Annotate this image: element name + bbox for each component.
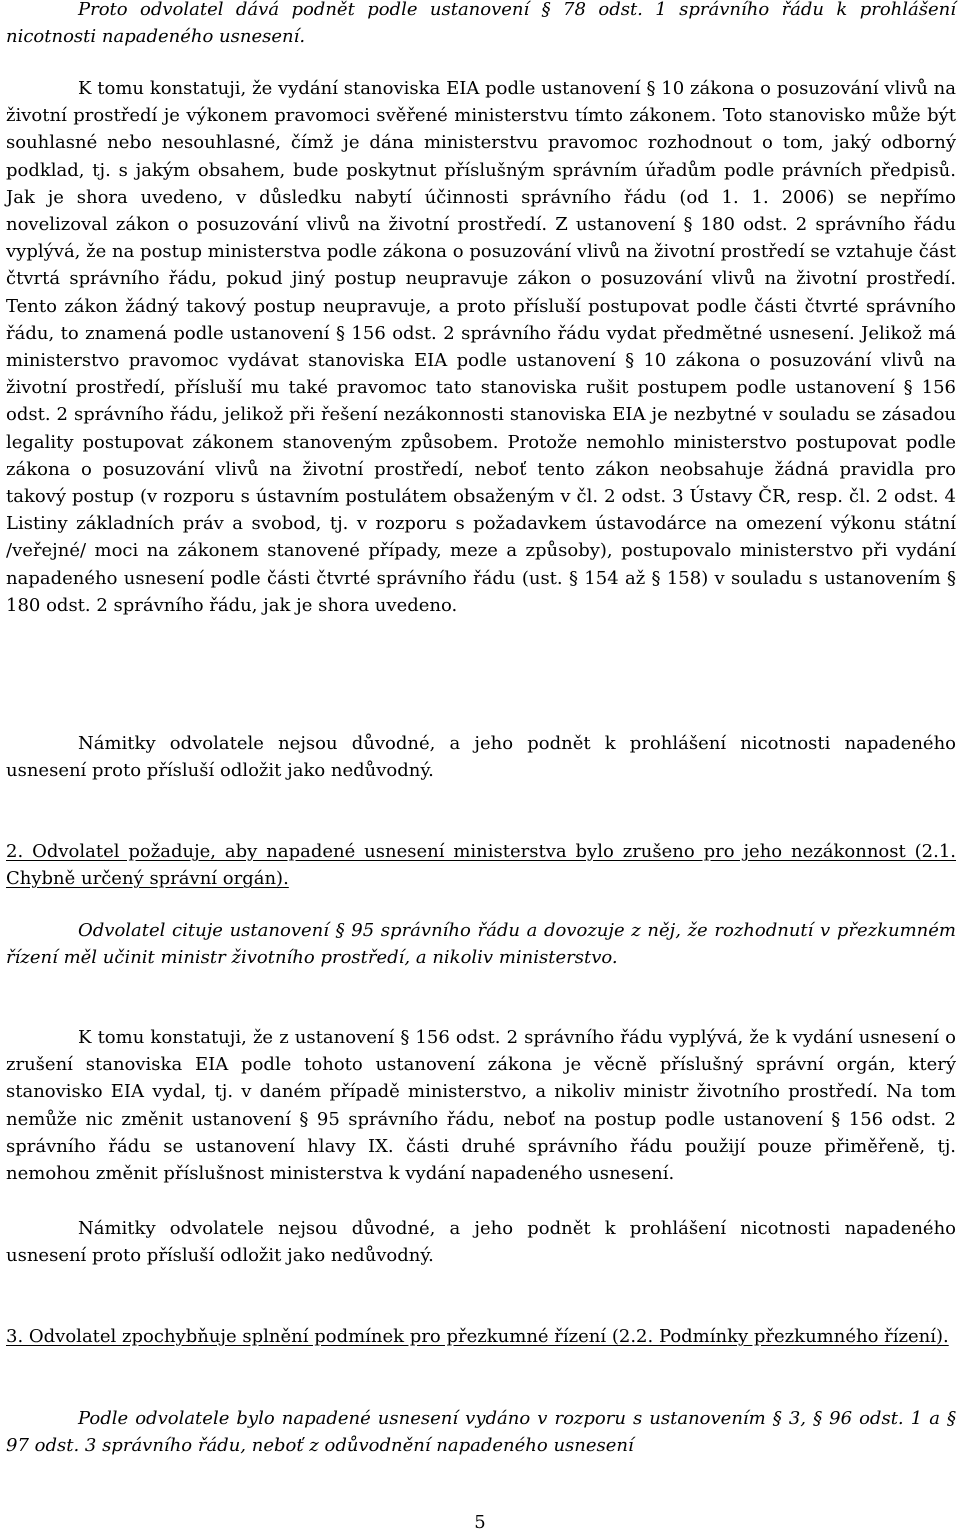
response-paragraph-2: K tomu konstatuji, že z ustanovení § 156 odst. 2 správního řádu vyplývá, že k vydání usnesení o zrušení stanoviska EIA podle tohoto ustanovení zákona je věcně příslušný správní orgán, který stanovisko EIA vydal, tj. v daném případě ministerstvo, a nikoliv ministr životního prostředí. Na tom nemůže nic změnit ustanovení § 95 správního řádu, neboť na postup podle ustanovení § 156 odst. 2 správního řádu se ustanovení hlavy IX. části druhé správního řádu použijí pouze přiměřeně, tj. nemohou změnit příslušnost ministerstva k vydání napadeného usnesení.	[6, 1027, 956, 1185]
conclusion-paragraph-2: Námitky odvolatele nejsou důvodné, a jeho podnět k prohlášení nicotnosti napadeného usnesení proto přísluší odložit jako nedůvodný.	[6, 1218, 956, 1267]
document-page	[6, 0, 956, 1537]
conclusion-paragraph-1: Námitky odvolatele nejsou důvodné, a jeho podnět k prohlášení nicotnosti napadeného usnesení proto přísluší odložit jako nedůvodný.	[6, 733, 956, 782]
section-2-heading: 2. Odvolatel požaduje, aby napadené usnesení ministerstva bylo zrušeno pro jeho nezákonnost (2.1. Chybně určený správní orgán).	[6, 841, 956, 890]
section-3-quote: Podle odvolatele bylo napadené usnesení vydáno v rozporu s ustanovením § 3, § 96 odst. 1 a § 97 odst. 3 správního řádu, neboť z odůvodnění napadeného usnesení	[6, 1408, 956, 1457]
page-number: 5	[474, 1512, 486, 1533]
section-3-heading: 3. Odvolatel zpochybňuje splnění podmínek pro přezkumné řízení (2.2. Podmínky přezkumného řízení).	[6, 1326, 949, 1347]
section-2-quote: Odvolatel cituje ustanovení § 95 správního řádu a dovozuje z něj, že rozhodnutí v přezkumném řízení měl učinit ministr životního prostředí, a nikoliv ministerstvo.	[6, 920, 956, 969]
response-paragraph-1: K tomu konstatuji, že vydání stanoviska EIA podle ustanovení § 10 zákona o posuzování vlivů na životní prostředí je výkonem pravomoci svěřené ministerstvu tímto zákonem. Toto stanovisko může být souhlasné nebo nesouhlasné, čímž je dána ministerstvu pravomoc rozhodnout o tom, jaký odborný podklad, tj. s jakým obsahem, bude poskytnut příslušným správním úřadům podle právních předpisů. Jak je shora uvedeno, v důsledku nabytí účinnosti správního řádu (od 1. 1. 2006) se nepřímo novelizoval zákon o posuzování vlivů na životní prostředí. Z ustanovení § 180 odst. 2 správního řádu vyplývá, že na postup ministerstva podle zákona o posuzování vlivů na životní prostředí se vztahuje část čtvrtá správního řádu, pokud jiný postup neupravuje zákon o posuzování vlivů na životní prostředí. Tento zákon žádný takový postup neupravuje, a proto přísluší postupovat podle části čtvrté správního řádu, to znamená podle ustanovení § 156 odst. 2 správního řádu vydat předmětné usnesení. Jelikož má ministerstvo pravomoc vydávat stanoviska EIA podle ustanovení § 10 zákona o posuzování vlivů na životní prostředí, přísluší mu také pravomoc tato stanoviska rušit postupem podle ustanovení § 156 odst. 2 správního řádu, jelikož při řešení nezákonnosti stanoviska EIA je nezbytné v souladu se zásadou legality postupovat zákonem stanoveným způsobem. Protože nemohlo ministerstvo postupovat podle zákona o posuzování vlivů na životní prostředí, neboť tento zákon neobsahuje žádná pravidla pro takový postup (v rozporu s ústavním postulátem obsaženým v čl. 2 odst. 3 Ústavy ČR, resp. čl. 2 odst. 4 Listiny základních práv a svobod, tj. v rozporu s požadavkem ústavodárce na omezení výkonu státní /veřejné/ moci na zákonem stanovené případy, meze a způsoby), postupovalo ministerstvo při vydání napadeného usnesení podle části čtvrté správního řádu (ust. § 154 až § 158) v souladu s ustanovením § 180 odst. 2 správního řádu, jak je shora uvedeno.	[6, 78, 956, 616]
intro-paragraph: Proto odvolatel dává podnět podle ustanovení § 78 odst. 1 správního řádu k prohlášení nicotnosti napadeného usnesení.	[6, 0, 956, 48]
